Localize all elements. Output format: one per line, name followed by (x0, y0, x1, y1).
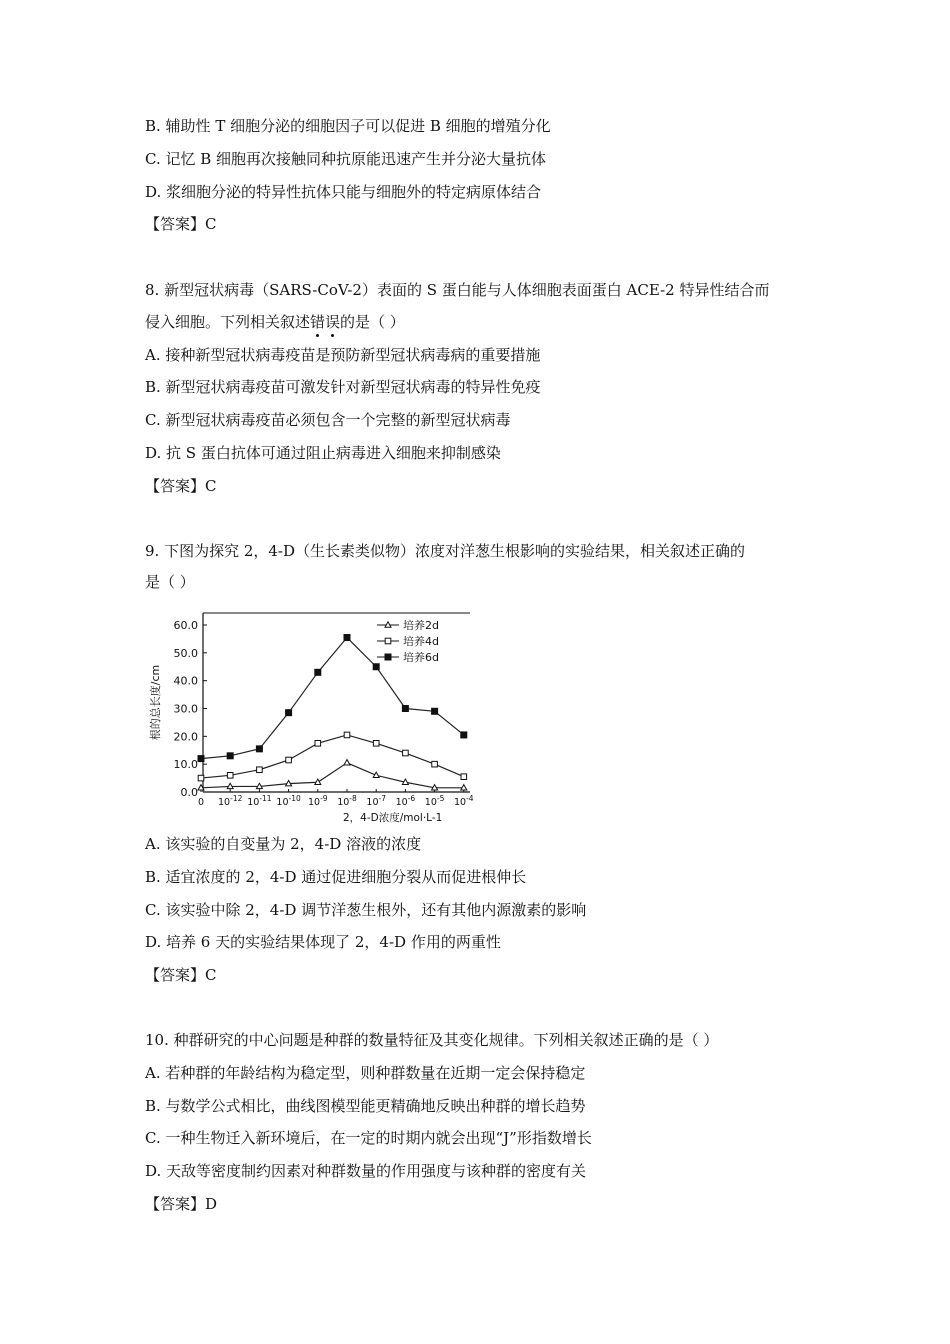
q8-emphasis-word (310, 313, 340, 331)
series-3-point (373, 664, 379, 670)
q10-option-d: D. 天敌等密度制约因素对种群数量的作用强度与该种群的密度有关 (145, 1162, 587, 1180)
q9-answer: 【答案】C (145, 966, 217, 984)
root-length-chart (145, 605, 475, 825)
q10-answer: 【答案】D (145, 1195, 218, 1213)
q8-stem-part-a: 侵入细胞。下列相关叙述 (145, 313, 311, 331)
x-tick-label: $10^{-7}$ (366, 794, 386, 808)
q10-option-a: A. 若种群的年龄结构为稳定型，则种群数量在近期一定会保持稳定 (145, 1064, 586, 1082)
q9-option-b: B. 适宜浓度的 2，4-D 通过促进细胞分裂从而促进根伸长 (145, 868, 527, 886)
series-3-point (461, 732, 467, 738)
y-tick-label: 0.0 (180, 786, 198, 799)
y-tick-label: 10.0 (173, 758, 198, 772)
q10-option-c: C. 一种生物迁入新环境后，在一定的时期内就会出现“J”形指数增长 (145, 1129, 592, 1147)
legend-label: 培养4d (403, 635, 439, 648)
x-tick-label: $10^{-12}$ (218, 794, 243, 808)
x-axis-title: 2，4-D浓度/mol·L-1 (343, 812, 443, 824)
q9-stem-line1: 9. 下图为探究 2，4-D（生长素类似物）浓度对洋葱生根影响的实验结果，相关叙述正确的 (145, 542, 746, 560)
q8-option-d: D. 抗 S 蛋白抗体可通过阻止病毒进入细胞来抑制感染 (145, 444, 501, 462)
q7-option-d: D. 浆细胞分泌的特异性抗体只能与细胞外的特定病原体结合 (145, 183, 542, 201)
q7-option-b: B. 辅助性 T 细胞分泌的细胞因子可以促进 B 细胞的增殖分化 (145, 117, 551, 135)
x-tick-label: $10^{-9}$ (308, 794, 328, 808)
y-axis-title: 根的总长度/cm (149, 664, 162, 741)
y-tick-label: 40.0 (173, 674, 198, 688)
y-tick-label: 50.0 (173, 646, 198, 660)
series-2-point (432, 761, 438, 767)
q8-stem-part-c: 的是（ ） (340, 313, 405, 331)
series-2-point (257, 767, 263, 773)
q8-emphasis-text: 错误 (310, 313, 341, 331)
q8-answer: 【答案】C (145, 477, 217, 495)
series-2-point (286, 757, 292, 763)
series-3-point (286, 710, 292, 716)
x-tick-label: $10^{-4}$ (454, 794, 474, 808)
series-3-point (344, 635, 350, 641)
series-2-point (403, 750, 409, 756)
series-3-point (198, 756, 204, 762)
series-2-point (373, 740, 379, 746)
legend-marker (385, 654, 391, 660)
series-3-point (402, 706, 408, 712)
q8-stem-line1: 8. 新型冠状病毒（SARS-CoV-2）表面的 S 蛋白能与人体细胞表面蛋白 ACE-2 特异性结合而 (145, 281, 770, 299)
x-tick-label: $10^{-11}$ (247, 794, 272, 808)
emphasis-dot-icon (331, 334, 334, 337)
q9-option-c: C. 该实验中除 2，4-D 调节洋葱生根外，还有其他内源激素的影响 (145, 901, 587, 919)
series-2-point (315, 740, 321, 746)
q7-answer: 【答案】C (145, 215, 217, 233)
series-2-point (461, 774, 467, 780)
q8-option-c: C. 新型冠状病毒疫苗必须包含一个完整的新型冠状病毒 (145, 411, 511, 429)
series-2-point (227, 773, 233, 779)
y-tick-label: 60.0 (173, 619, 198, 632)
series-2-point (344, 732, 350, 738)
legend-label: 培养2d (403, 619, 439, 632)
y-tick-label: 30.0 (173, 702, 198, 716)
series-3-point (432, 708, 438, 714)
q9-stem-line2: 是（ ） (145, 573, 195, 591)
q10-stem: 10. 种群研究的中心问题是种群的数量特征及其变化规律。下列相关叙述正确的是（ ） (145, 1031, 719, 1049)
x-tick-label: 0 (197, 797, 205, 808)
x-tick-label: $10^{-6}$ (395, 794, 416, 808)
x-tick-label: $10^{-8}$ (337, 794, 357, 808)
q9-option-a: A. 该实验的自变量为 2，4-D 溶液的浓度 (145, 835, 422, 853)
series-1-point (344, 760, 350, 765)
q7-option-c: C. 记忆 B 细胞再次接触同种抗原能迅速产生并分泌大量抗体 (145, 150, 547, 168)
y-tick-label: 20.0 (173, 730, 198, 744)
q8-stem-line2 (145, 312, 405, 332)
legend-label: 培养6d (403, 651, 439, 664)
series-3-point (227, 753, 233, 759)
q9-option-d: D. 培养 6 天的实验结果体现了 2，4-D 作用的两重性 (145, 933, 501, 951)
series-3-point (256, 746, 262, 752)
legend-marker (385, 638, 391, 644)
series-line-2 (201, 735, 464, 778)
series-2-point (198, 775, 204, 781)
q8-option-a: A. 接种新型冠状病毒疫苗是预防新型冠状病毒病的重要措施 (145, 346, 541, 364)
series-3-point (315, 669, 321, 675)
x-tick-label: $10^{-10}$ (276, 794, 301, 808)
q10-option-b: B. 与数学公式相比，曲线图模型能更精确地反映出种群的增长趋势 (145, 1097, 586, 1115)
q8-option-b: B. 新型冠状病毒疫苗可激发针对新型冠状病毒的特异性免疫 (145, 378, 541, 396)
x-tick-label: $10^{-5}$ (424, 794, 445, 808)
series-line-1 (201, 763, 464, 788)
emphasis-dot-icon (316, 334, 319, 337)
